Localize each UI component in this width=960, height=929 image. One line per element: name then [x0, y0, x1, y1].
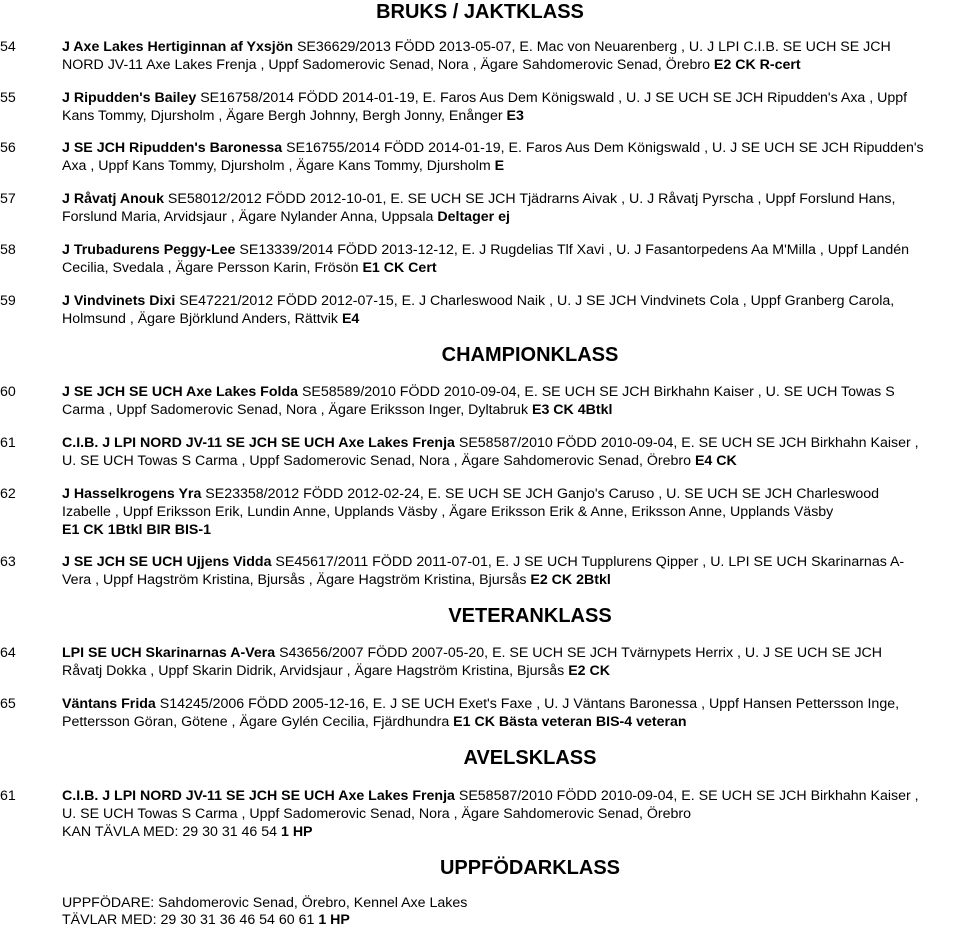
dog-name: J Råvatj Anouk: [62, 191, 164, 207]
entry-number: 59: [0, 293, 16, 309]
entry-details-cont: Vera , Uppf Hagström Kristina, Bjursås , Ägare Hagström Kristina, Bjursås: [62, 572, 531, 588]
result-line: E1 CK 1Btkl BIR BIS-1: [62, 522, 212, 538]
entry-details: SE58589/2010 FÖDD 2010-09-04, E. SE UCH SE JCH Birkhahn Kaiser , U. SE UCH Towas S: [298, 384, 895, 400]
entry-details: SE36629/2013 FÖDD 2013-05-07, E. Mac von Neuarenberg , U. J LPI C.I.B. SE UCH SE JCH: [293, 39, 891, 55]
entry-details-cont: NORD JV-11 Axe Lakes Frenja , Uppf Sadomerovic Senad, Nora , Ägare Sahdomerovic Senad, Örebro: [62, 57, 714, 73]
entry-details-cont: U. SE UCH Towas S Carma , Uppf Sadomerovic Senad, Nora , Ägare Sahdomerovic Senad, Örebro: [62, 806, 692, 822]
entry-details-cont: Izabelle , Uppf Eriksson Erik, Lundin Anne, Upplands Väsby , Ägare Eriksson Erik & Anne, Eriksson Anne, Upplands Väsby: [62, 504, 834, 520]
entry-details-cont: Holmsund , Ägare Björklund Anders, Rättvik: [62, 311, 342, 327]
entry-number: 55: [0, 90, 16, 106]
dog-name: J SE JCH SE UCH Axe Lakes Folda: [62, 384, 299, 400]
entry-details: SE13339/2014 FÖDD 2013-12-12, E. J Rugdelias Tlf Xavi , U. J Fasantorpedens Aa M'Milla , Uppf Landén: [235, 242, 910, 258]
entry-details: SE58012/2012 FÖDD 2012-10-01, E. SE UCH SE JCH Tjädrarns Aivak , U. J Råvatj Pyrscha , Uppf Forslund Hans,: [163, 191, 896, 207]
entry-number: 56: [0, 140, 16, 156]
heading-uppfodar: UPPFÖDARKLASS: [439, 857, 620, 879]
entry-number: 60: [0, 384, 16, 400]
dog-name: J Trubadurens Peggy-Lee: [62, 242, 236, 258]
entry-number: 61: [0, 435, 16, 451]
result: E3 CK 4Btkl: [531, 402, 613, 418]
uppfodare-text: UPPFÖDARE: Sahdomerovic Senad, Örebro, Kennel Axe Lakes: [62, 895, 468, 911]
result: E2 CK R-cert: [713, 57, 801, 73]
entry-details-cont: Kans Tommy, Djursholm , Ägare Bergh Johnny, Bergh Jonny, Enånger: [62, 108, 507, 124]
result: E: [494, 158, 505, 174]
result: E1 CK Cert: [362, 260, 437, 276]
dog-name: J Vindvinets Dixi: [62, 293, 176, 309]
uppfodare-line: [62, 895, 467, 912]
entry-details: SE58587/2010 FÖDD 2010-09-04, E. SE UCH SE JCH Birkhahn Kaiser ,: [454, 435, 919, 451]
entry-details: SE23358/2012 FÖDD 2012-02-24, E. SE UCH SE JCH Ganjo's Caruso , U. SE UCH SE JCH Charleswood: [201, 486, 880, 502]
result: E4 CK: [694, 453, 737, 469]
entry-details-cont: Carma , Uppf Sadomerovic Senad, Nora , Ägare Eriksson Inger, Dyltabruk: [62, 402, 532, 418]
dog-name: J SE JCH Ripudden's Baronessa: [62, 140, 283, 156]
dog-name: J Axe Lakes Hertiginnan af Yxsjön: [62, 39, 294, 55]
entry-number: 54: [0, 39, 16, 55]
entry-number: 57: [0, 191, 16, 207]
entry-details: S14245/2006 FÖDD 2005-12-16, E. J SE UCH Exet's Faxe , U. J Väntans Baronessa , Uppf Hansen Pettersson Inge,: [155, 696, 900, 712]
entry-number: 62: [0, 486, 16, 502]
entry-details: SE45617/2011 FÖDD 2011-07-01, E. J SE UCH Tupplurens Qipper , U. LPI SE UCH Skarinarnas A-: [271, 554, 905, 570]
entry-details: S43656/2007 FÖDD 2007-05-20, E. SE UCH SE JCH Tvärnypets Herrix , U. J SE UCH SE JCH: [275, 645, 883, 661]
dog-name: C.I.B. J LPI NORD JV-11 SE JCH SE UCH Axe Lakes Frenja: [62, 435, 455, 451]
tavlar-med-text: TÄVLAR MED: 29 30 31 36 46 54 60 61: [62, 912, 319, 928]
heading-champion: CHAMPIONKLASS: [441, 344, 619, 366]
result: 1 HP: [280, 824, 313, 840]
dog-name: J Hasselkrogens Yra: [62, 486, 202, 502]
dog-name: J Ripudden's Bailey: [62, 90, 197, 106]
entry-number: 64: [0, 645, 16, 661]
result: E2 CK 2Btkl: [530, 572, 611, 588]
result: E3: [506, 108, 524, 124]
entry-details: SE16758/2014 FÖDD 2014-01-19, E. Faros Aus Dem Königswald , U. J SE UCH SE JCH Ripudden's Axa , Uppf: [196, 90, 908, 106]
tavlar-med-line: [62, 912, 350, 929]
dog-name: Väntans Frida: [62, 696, 156, 712]
entry-details: SE58587/2010 FÖDD 2010-09-04, E. SE UCH SE JCH Birkhahn Kaiser ,: [454, 788, 919, 804]
entry-details: SE16755/2014 FÖDD 2014-01-19, E. Faros Aus Dem Königswald , U. J SE UCH SE JCH Ripudden's: [282, 140, 924, 156]
entry-number: 65: [0, 696, 16, 712]
dog-name: C.I.B. J LPI NORD JV-11 SE JCH SE UCH Axe Lakes Frenja: [62, 788, 455, 804]
result: E1 CK Bästa veteran BIS-4 veteran: [453, 714, 687, 730]
entry-number: 63: [0, 554, 16, 570]
result: 1 HP: [318, 912, 350, 928]
entry-number: 61: [0, 788, 16, 804]
result: E2 CK: [568, 663, 610, 679]
result: E4: [341, 311, 360, 327]
dog-name: LPI SE UCH Skarinarnas A-Vera: [62, 645, 276, 661]
entry-details-cont: Cecilia, Svedala , Ägare Persson Karin, Frösön: [62, 260, 363, 276]
entry-details-cont: Pettersson Göran, Götene , Ägare Gylén Cecilia, Fjärdhundra: [62, 714, 454, 730]
kan-tavla-med: KAN TÄVLA MED: 29 30 31 46 54: [62, 824, 281, 840]
heading-bruks: BRUKS / JAKTKLASS: [376, 1, 584, 23]
dog-name: J SE JCH SE UCH Ujjens Vidda: [62, 554, 272, 570]
entry-details-cont: Axa , Uppf Kans Tommy, Djursholm , Ägare Kans Tommy, Djursholm: [62, 158, 495, 174]
heading-veteran: VETERANKLASS: [448, 605, 612, 627]
entry-details: SE47221/2012 FÖDD 2012-07-15, E. J Charleswood Naik , U. J SE JCH Vindvinets Cola , Uppf Granberg Carola,: [175, 293, 895, 309]
entry-details-cont: U. SE UCH Towas S Carma , Uppf Sadomerovic Senad, Nora , Ägare Sahdomerovic Senad, Örebro: [62, 453, 695, 469]
entry-details-cont: Forslund Maria, Arvidsjaur , Ägare Nylander Anna, Uppsala: [62, 209, 438, 225]
heading-avel: AVELSKLASS: [463, 747, 597, 769]
entry-details-cont: Råvatj Dokka , Uppf Skarin Didrik, Arvidsjaur , Ägare Hagström Kristina, Bjursås: [62, 663, 569, 679]
entry-number: 58: [0, 242, 16, 258]
result: Deltager ej: [437, 209, 510, 225]
